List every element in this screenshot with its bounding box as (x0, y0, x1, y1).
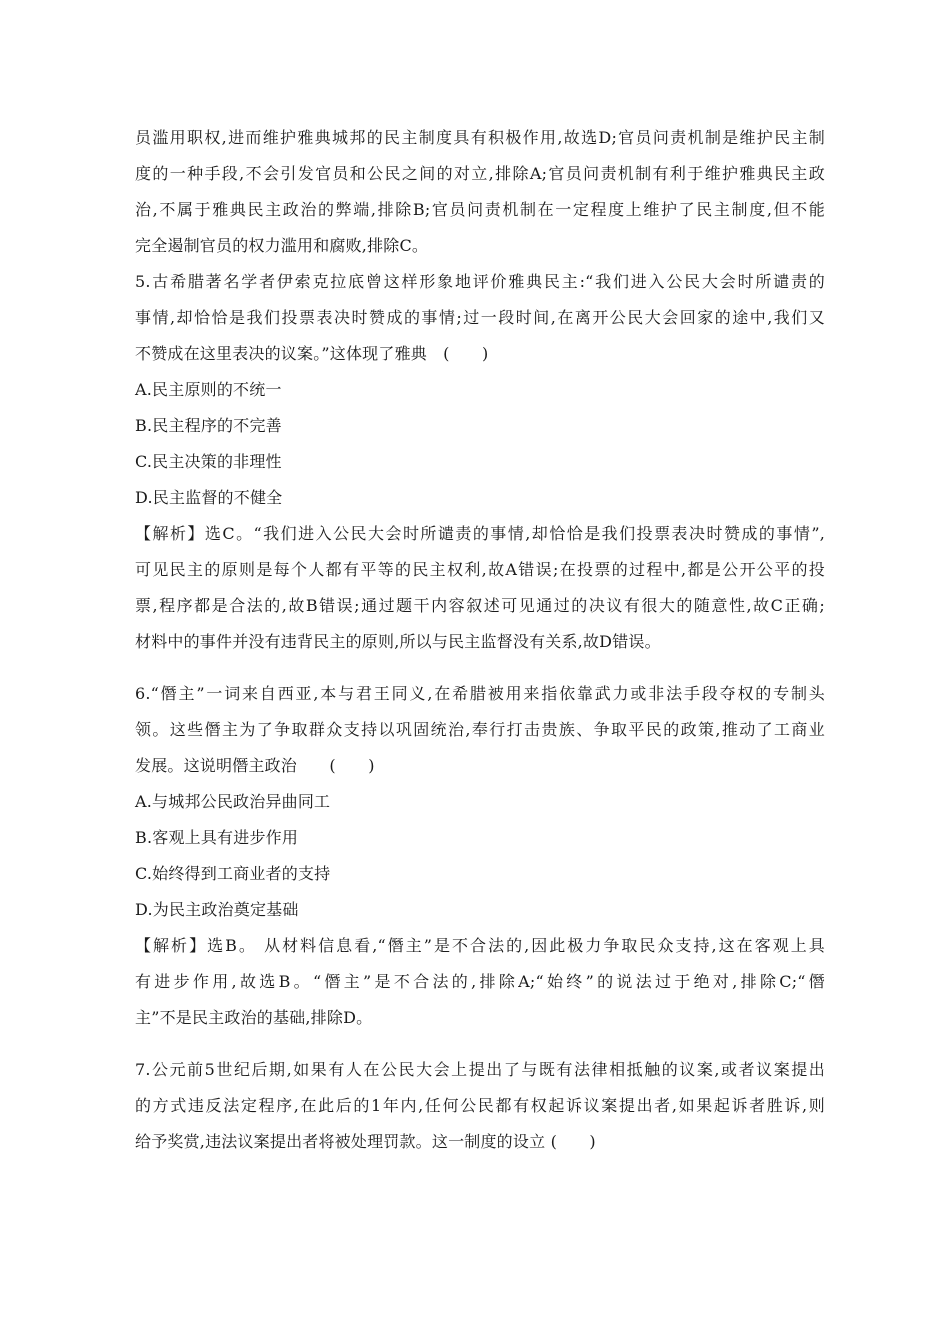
question-7-stem: 给予奖赏,违法议案提出者将被处理罚款。这一制度的设立 ( ) (135, 1132, 596, 1151)
question-6-option-d: D.为民主政治奠定基础 (135, 900, 299, 919)
question-6-stem: 发展。这说明僭主政治 ( ) (135, 756, 375, 775)
question-6-analysis: 有进步作用,故选B。“僭主”是不合法的,排除A;“始终”的说法过于绝对,排除C;“僭 (135, 972, 825, 991)
question-5-analysis: 票,程序都是合法的,故B错误;通过题干内容叙述可见通过的决议有很大的随意性,故C正确; (135, 596, 825, 615)
question-5-stem: 事情,却恰恰是我们投票表决时赞成的事情;过一段时间,在离开公民大会回家的途中,我们又 (135, 308, 825, 327)
question-5-analysis: 材料中的事件并没有违背民主的原则,所以与民主监督没有关系,故D错误。 (135, 632, 661, 651)
question-5-analysis: 【解析】选C。“我们进入公民大会时所谴责的事情,却恰恰是我们投票表决时赞成的事情”, (135, 524, 825, 543)
question-5-stem: 5.古希腊著名学者伊索克拉底曾这样形象地评价雅典民主:“我们进入公民大会时所谴责的 (135, 272, 825, 291)
text-line: 完全遏制官员的权力滥用和腐败,排除C。 (135, 236, 429, 255)
question-5-option-b: B.民主程序的不完善 (135, 416, 282, 435)
text-line: 度的一种手段,不会引发官员和公民之间的对立,排除A;官员问责机制有利于维护雅典民主政 (135, 164, 825, 183)
question-6-analysis: 主”不是民主政治的基础,排除D。 (135, 1008, 373, 1027)
question-6-option-c: C.始终得到工商业者的支持 (135, 864, 331, 883)
text-line: 治,不属于雅典民主政治的弊端,排除B;官员问责机制在一定程度上维护了民主制度,但不能 (135, 200, 825, 219)
question-5-option-a: A.民主原则的不统一 (135, 380, 282, 399)
question-5-option-c: C.民主决策的非理性 (135, 452, 282, 471)
question-7-stem: 7.公元前5世纪后期,如果有人在公民大会上提出了与既有法律相抵触的议案,或者议案提出 (135, 1060, 825, 1079)
question-6-analysis: 【解析】选B。 从材料信息看,“僭主”是不合法的,因此极力争取民众支持,这在客观上具 (135, 936, 825, 955)
question-6-stem: 领。这些僭主为了争取群众支持以巩固统治,奉行打击贵族、争取平民的政策,推动了工商业 (135, 720, 825, 739)
question-6-stem: 6.“僭主”一词来自西亚,本与君王同义,在希腊被用来指依靠武力或非法手段夺权的专制头 (135, 684, 825, 703)
question-5-analysis: 可见民主的原则是每个人都有平等的民主权利,故A错误;在投票的过程中,都是公开公平的投 (135, 560, 825, 579)
question-5-option-d: D.民主监督的不健全 (135, 488, 283, 507)
question-7-stem: 的方式违反法定程序,在此后的1年内,任何公民都有权起诉议案提出者,如果起诉者胜诉,则 (135, 1096, 825, 1115)
question-5-stem: 不赞成在这里表决的议案。”这体现了雅典 ( ) (135, 344, 489, 363)
text-line: 员滥用职权,进而维护雅典城邦的民主制度具有积极作用,故选D;官员问责机制是维护民主制 (135, 128, 825, 147)
question-6-option-b: B.客观上具有进步作用 (135, 828, 299, 847)
question-6-option-a: A.与城邦公民政治异曲同工 (135, 792, 331, 811)
